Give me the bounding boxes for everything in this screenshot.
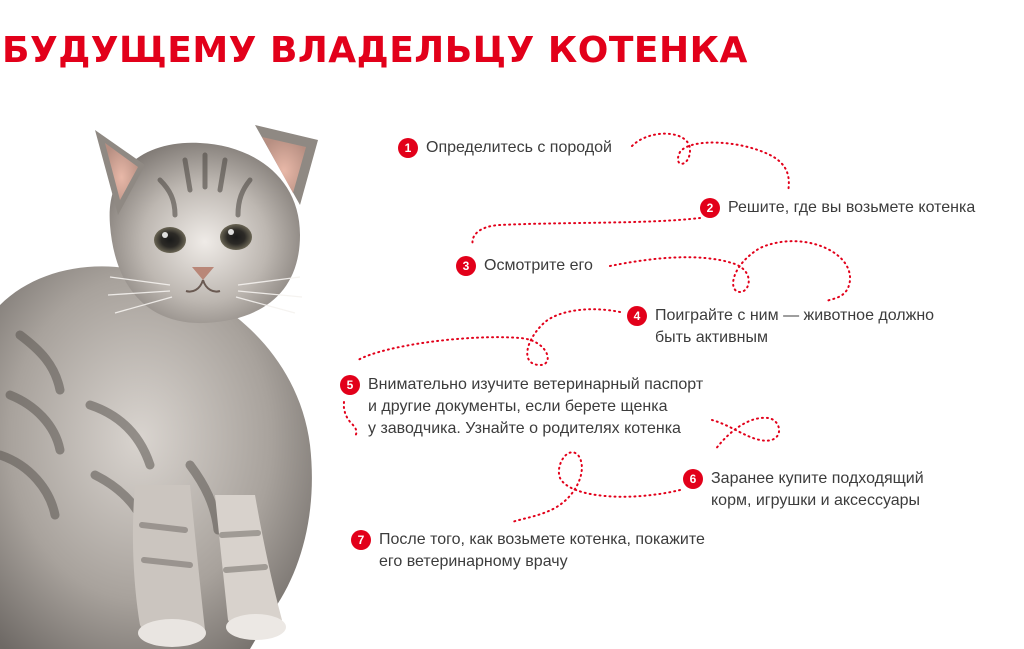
step-text (484, 255, 593, 277)
step-text (426, 137, 612, 159)
step-text (711, 468, 924, 512)
step-line: Внимательно изучите ветеринарный паспорт (368, 376, 704, 393)
step-line: Заранее купите подходящий (711, 470, 924, 487)
step-line: Решите, где вы возьмете котенка (728, 199, 976, 216)
step-text (728, 197, 975, 219)
step-number-badge: 5 (340, 375, 360, 395)
step-number-badge: 7 (351, 530, 371, 550)
step-1 (398, 137, 612, 159)
step-number-badge: 4 (627, 306, 647, 326)
step-line: быть активным (655, 329, 768, 346)
step-3 (456, 255, 593, 277)
step-number-badge: 3 (456, 256, 476, 276)
step-line: После того, как возьмете котенка, покажите (379, 531, 705, 548)
step-number-badge: 2 (700, 198, 720, 218)
step-line: у заводчика. Узнайте о родителях котенка (368, 420, 681, 437)
step-5 (340, 374, 703, 440)
step-line: его ветеринарному врачу (379, 553, 568, 570)
step-2 (700, 197, 975, 219)
step-number-badge: 6 (683, 469, 703, 489)
page-title: БУДУЩЕМУ ВЛАДЕЛЬЦУ КОТЕНКА (2, 30, 748, 71)
step-4 (627, 305, 934, 349)
step-text (368, 374, 703, 440)
step-line: корм, игрушки и аксессуары (711, 492, 921, 509)
kitten-image (0, 105, 340, 649)
step-text (655, 305, 934, 349)
step-number-badge: 1 (398, 138, 418, 158)
step-6 (683, 468, 924, 512)
step-line: Осмотрите его (484, 257, 593, 274)
step-text (379, 529, 705, 573)
step-line: и другие документы, если берете щенка (368, 398, 668, 415)
step-line: Определитесь с породой (426, 139, 612, 156)
step-line: Поиграйте с ним — животное должно (655, 307, 935, 324)
step-7 (351, 529, 705, 573)
